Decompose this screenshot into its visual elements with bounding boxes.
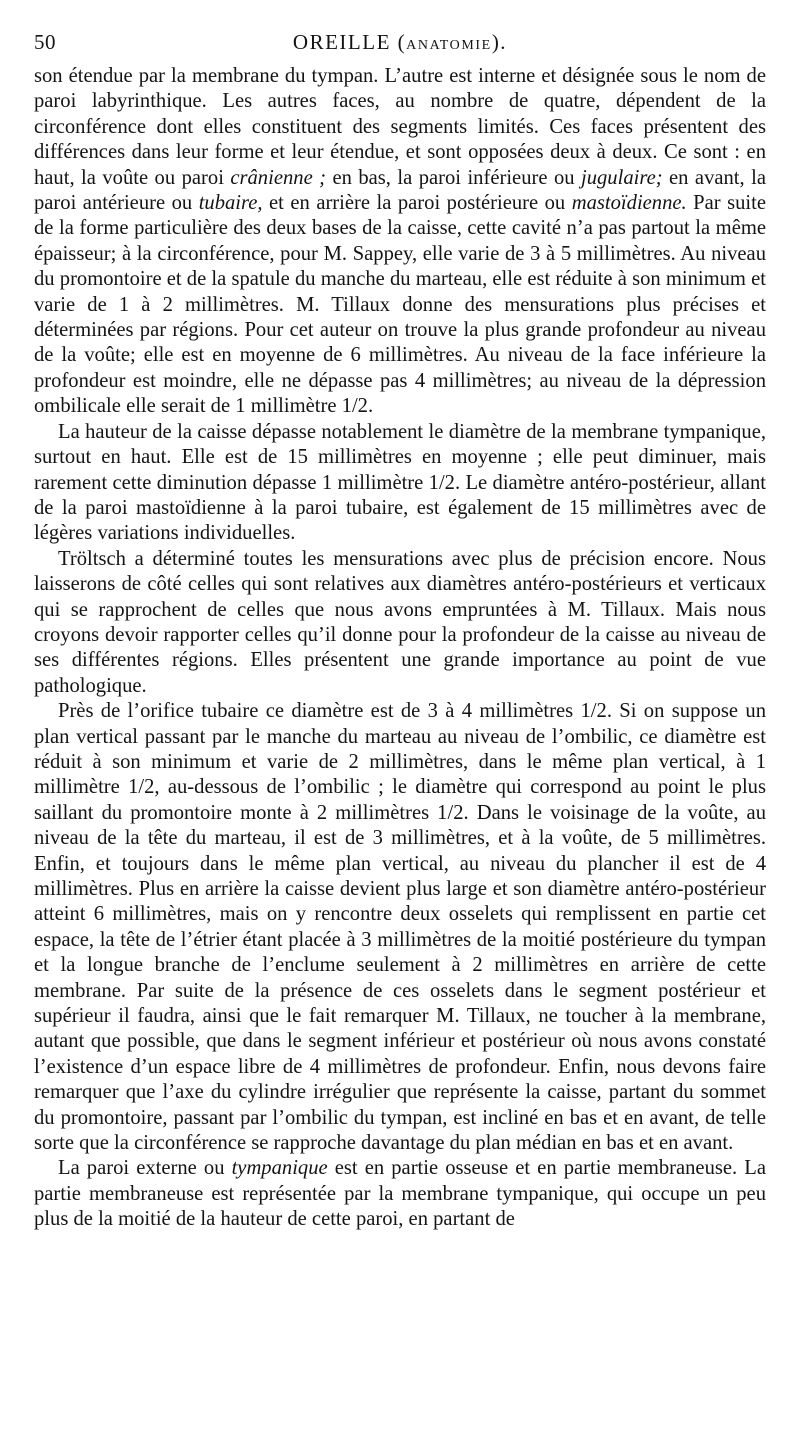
text-run: est en partie osseuse et en partie membraneuse. La partie membraneuse est représentée par la membrane tympanique, qui occupe un peu plus de la moitié de la hauteur de cette paroi, en partant de: [34, 1157, 766, 1231]
italic-term: tubaire,: [198, 192, 263, 215]
text-run: Par suite de la forme particulière des deux bases de la caisse, cette cavité n’a pas partout la même épaisseur; à la circonférence, pour M. Sappey, elle varie de 3 à 5 millimètres. Au niveau du promontoire et de la spatule du manche du marteau, elle est réduite à son minimum et varie de 1 à 2 millimètres. M. Tillaux donne des mensurations plus précises et déterminées par régions. Pour cet auteur on trouve la plus grande profondeur au niveau de la voûte; elle est en moyenne de 6 millimètres. Au niveau de la face inférieure la profondeur est moindre, elle ne dépasse pas 4 millimètres; au niveau de la dépression ombilicale elle serait de 1 millimètre 1/2.: [34, 192, 767, 418]
page-header: [34, 22, 766, 64]
running-head-close: ).: [491, 30, 508, 54]
text-run: Près de l’orifice tubaire ce diamètre est de 3 à 4 millimètres 1/2. Si on suppose un plan vertical passant par le manche du marteau au niveau de l’ombilic, ce diamètre est réduit à son minimum et varie de 2 millimètres, dans le même plan vertical, à 1 millimètre 1/2, au-dessous de l’ombilic ; le diamètre qui correspond au point le plus saillant du promontoire monte à 2 millimètres 1/2. Dans le voisinage de la voûte, au niveau de la tête du marteau, il est de 3 millimètres, et à la voûte, de 5 millimètres. Enfin, et toujours dans le même plan vertical, au niveau du plancher il est de 4 millimètres. Plus en arrière la caisse devient plus large et son diamètre antéro-postérieur atteint 6 millimètres, mais on y rencontre deux osselets qui remplissent en partie cet espace, la tête de l’étrier étant placée à 3 millimètres de la moitié postérieure du tympan et la longue branche de l’enclume seulement à 2 millimètres en arrière de cette membrane. Par suite de la présence de ces osselets dans le segment postérieur et supérieur il faudra, ainsi que le fait remarquer M. Tillaux, ne toucher à la membrane, autant que possible, que dans le segment inférieur et postérieur où nous avons constaté l’existence d’un espace libre de 4 millimètres de profondeur. Enfin, nous devons faire remarquer que l’axe du cylindre irrégulier que représente la caisse, partant du sommet du promontoire, passant par l’ombilic du tympan, est incliné en bas et en avant, de telle sorte que la circonférence se rapproche davantage du plan médian en bas et en avant.: [34, 700, 766, 1155]
page-number: 50: [34, 30, 56, 54]
paragraph: [34, 699, 766, 1156]
italic-term: crânienne ;: [230, 166, 327, 189]
italic-term: jugulaire;: [580, 166, 663, 189]
italic-term: mastoïdienne.: [571, 192, 687, 215]
text-run: et en arrière la paroi postérieure ou: [262, 192, 572, 215]
body-text: [34, 64, 766, 1233]
book-page: [34, 22, 766, 1233]
paragraph: [34, 547, 766, 699]
paragraph: [34, 1156, 766, 1232]
italic-term: tympanique: [231, 1157, 328, 1180]
running-head: [34, 30, 766, 55]
text-run: en avant, la paroi antérieure ou: [34, 166, 766, 215]
paragraph-continued: [34, 64, 766, 420]
text-run: en bas, la paroi inférieure ou: [326, 166, 581, 189]
text-run: Tröltsch a déterminé toutes les mensurations avec plus de précision encore. Nous laisserons de côté celles qui sont relatives aux diamètres antéro-postérieurs et verticaux qui se rapprochent de celles que nous avons empruntées à M. Tillaux. Mais nous croyons devoir rapporter celles qu’il donne pour la profondeur de la caisse au niveau de ses différentes régions. Elles présentent une grande importance au point de vue pathologique.: [34, 547, 766, 697]
text-run: son étendue par la membrane du tympan. L’autre est interne et désignée sous le nom de paroi labyrinthique. Les autres faces, au nombre de quatre, dépendent de la circonférence dont elles constituent des segments limités. Ces faces présentent des différences dans leur forme et leur étendue, et sont opposées deux à deux. Ce sont : en haut, la voûte ou paroi: [34, 65, 766, 189]
text-run: La paroi externe ou: [58, 1157, 232, 1180]
running-head-subtitle: ANATOMIE: [406, 38, 492, 53]
running-head-title: OREILLE: [292, 30, 391, 54]
paragraph: [34, 420, 766, 547]
text-run: La hauteur de la caisse dépasse notablement le diamètre de la membrane tympanique, surtout en haut. Elle est de 15 millimètres en moyenne ; elle peut diminuer, mais rarement cette diminution dépasse 1 millimètre 1/2. Le diamètre antéro-postérieur, allant de la paroi mastoïdienne à la paroi tubaire, est également de 15 millimètres avec de légères variations individuelles.: [34, 420, 766, 545]
running-head-open: (: [390, 30, 407, 54]
